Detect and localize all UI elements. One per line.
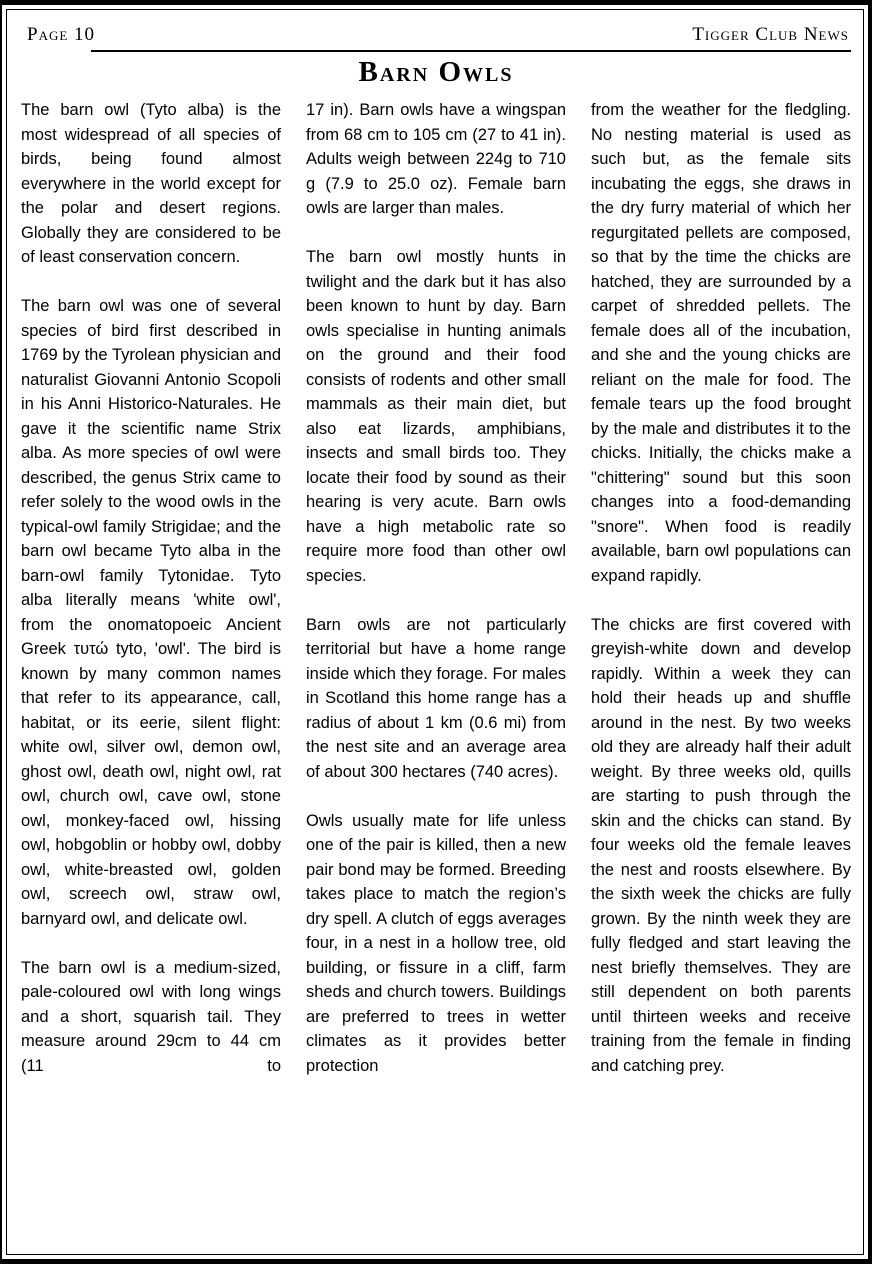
- article-column: [306, 98, 566, 1103]
- page-border-inner: [6, 9, 864, 1255]
- paragraph: from the weather for the fledgling. No nesting material is used as such but, as the female sits incubating the eggs, she draws in the dry furry material of which her regurgitated pellets are composed, so that by the time the chicks are hatched, they are surrounded by a carpet of shredded pellets. The female does all of the incubation, and she and the young chicks are reliant on the male for food. The female tears up the food brought by the male and distributes it to the chicks. Initially, the chicks make a "chittering" sound but this soon changes into a food-demanding "snore". When food is readily available, barn owl populations can expand rapidly.: [591, 101, 851, 585]
- article-column: [591, 98, 851, 1103]
- paragraph: The barn owl (Tyto alba) is the most widespread of all species of birds, being found almost everywhere in the world except for the polar and desert regions. Globally they are considered to be of least conservation concern.: [21, 101, 281, 266]
- paragraph: The barn owl was one of several species of bird first described in 1769 by the Tyrolean physician and naturalist Giovanni Antonio Scopoli in his Anni Historico-Naturales. He gave it the scientific name Strix alba. As more species of owl were described, the genus Strix came to refer solely to the wood owls in the typical-owl family Strigidae; and the barn owl became Tyto alba in the barn-owl family Tytonidae. Tyto alba literally means 'white owl', from the onomatopoeic Ancient Greek τυτώ tyto, 'owl'. The bird is known by many common names that refer to its appearance, call, habitat, or its eerie, silent flight: white owl, silver owl, demon owl, ghost owl, death owl, night owl, rat owl, church owl, cave owl, stone owl, monkey-faced owl, hissing owl, hobgoblin or hobby owl, dobby owl, white-breasted owl, golden owl, screech owl, straw owl, barnyard owl, and delicate owl.: [21, 297, 281, 928]
- paragraph: The barn owl is a medium-sized, pale-coloured owl with long wings and a short, squarish tail. They measure around 29cm to 44 cm (11 to: [21, 958, 281, 1075]
- paragraph: Barn owls are not particularly territorial but have a home range inside which they forage. For males in Scotland this home range has a radius of about 1 km (0.6 mi) from the nest site and an average area of about 300 hectares (740 acres).: [306, 615, 566, 781]
- article-title: Barn Owls: [358, 56, 514, 88]
- article-column: [21, 98, 281, 1103]
- masthead: [19, 24, 853, 46]
- page-number-label: Page 10: [27, 24, 96, 45]
- masthead-divider: [91, 50, 851, 52]
- article-body: [19, 98, 853, 1103]
- paragraph: Owls usually mate for life unless one of the pair is killed, then a new pair bond may be formed. Breeding takes place to match the region’s dry spell. A clutch of eggs averages four, in a nest in a hollow tree, old building, or fissure in a cliff, farm sheds and church towers. Buildings are preferred to trees in wetter climates as it provides better protection: [306, 811, 566, 1075]
- paragraph: 17 in). Barn owls have a wingspan from 68 cm to 105 cm (27 to 41 in). Adults weigh between 224g to 710 g (7.9 to 25.0 oz). Female barn owls are larger than males.: [306, 101, 566, 217]
- paragraph: The chicks are first covered with greyish-white down and develop rapidly. Within a week they can hold their heads up and shuffle around in the nest. By two weeks old they are already half their adult weight. By three weeks old, quills are starting to push through the skin and the chicks can stand. By four weeks old the female leaves the nest and roosts elsewhere. By the sixth week the chicks are fully grown. By the ninth week they are fully fledged and start leaving the nest briefly themselves. They are still dependent on both parents until thirteen weeks and receive training from the female in finding and catching prey.: [591, 615, 851, 1075]
- newsletter-name: Tigger Club News: [692, 24, 849, 45]
- paragraph: The barn owl mostly hunts in twilight and the dark but it has also been known to hunt by day. Barn owls specialise in hunting animals on the ground and their food consists of rodents and other small mammals as their main diet, but also eat lizards, amphibians, insects and small birds too. They locate their food by sound as their hearing is very acute. Barn owls have a high metabolic rate so require more food than other owl species.: [306, 248, 566, 585]
